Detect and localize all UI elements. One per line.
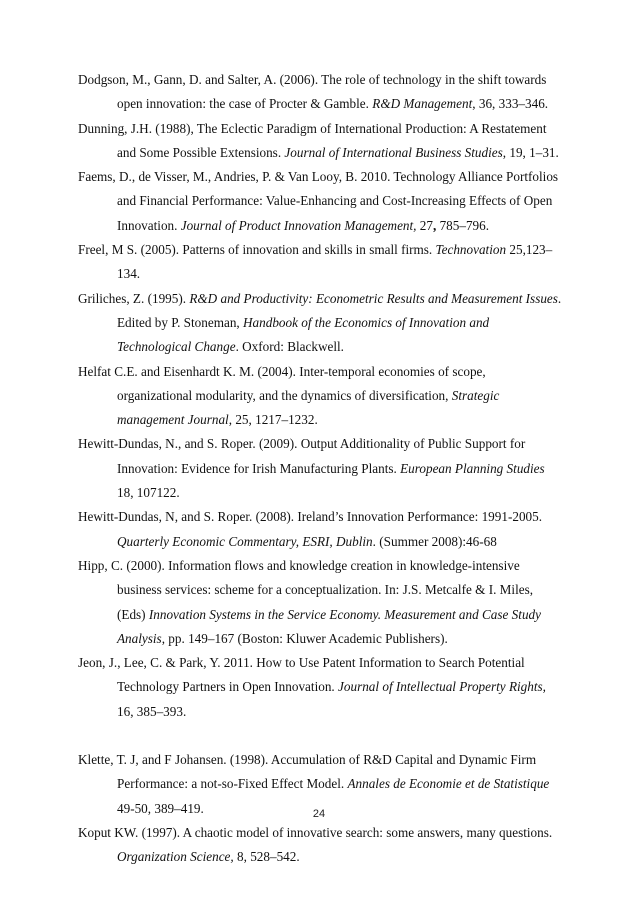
reference-italic-text: Handbook of the Economics of Innovation and Technological Change	[117, 314, 490, 355]
reference-text: 27	[416, 217, 433, 233]
reference-italic-text: Annales de Economie et de Statistique	[347, 776, 550, 792]
reference-text: , pp. 149–167 (Boston: Kluwer Academic Publishers).	[161, 630, 448, 646]
reference-text: Faems, D., de Visser, M., Andries, P. & Van Looy, B. 2010. Technology Alliance Portfolios and Financial Performance: Value-Enhancing and Cost-Increasing Effects of Open Innovation.	[78, 169, 559, 233]
reference-italic-text: Journal of Product Innovation Management,	[180, 217, 417, 233]
reference-text: Freel, M S. (2005). Patterns of innovation and skills in small firms.	[78, 242, 436, 258]
reference-text: Koput KW. (1997). A chaotic model of innovative search: some answers, many questions.	[78, 824, 553, 840]
reference-text: , 25, 1217–1232.	[228, 412, 318, 428]
reference-italic-text: Journal of International Business Studies	[284, 144, 503, 160]
reference-text: Dodgson, M., Gann, D. and Salter, A. (2006). The role of technology in the shift towards open innovation: the case of Procter & Gamble.	[78, 72, 547, 112]
reference-text: 49-50, 389–419.	[117, 800, 204, 816]
reference-entry	[78, 432, 564, 505]
reference-text: Jeon, J., Lee, C. & Park, Y. 2011. How to Use Patent Information to Search Potential Technology Partners in Open Innovation.	[78, 655, 525, 695]
reference-text: Hewitt-Dundas, N, and S. Roper. (2008). Ireland’s Innovation Performance: 1991-2005.	[78, 509, 543, 525]
reference-text: Dunning, J.H. (1988), The Eclectic Paradigm of International Production: A Restatement and Some Possible Extensions.	[78, 120, 547, 160]
reference-text: 785–796.	[436, 217, 490, 233]
reference-italic-text: Quarterly Economic Commentary, ESRI, Dublin	[117, 533, 373, 549]
reference-text: 8, 528–542.	[233, 849, 300, 865]
reference-text: Hewitt-Dundas, N., and S. Roper. (2009). Output Additionality of Public Support for Innovation: Evidence for Irish Manufacturing Plants.	[78, 436, 526, 476]
reference-italic-text: Strategic management Journal	[117, 387, 500, 428]
reference-italic-text: Journal of Intellectual Property Rights,	[338, 679, 546, 695]
reference-list	[78, 68, 564, 870]
reference-entry	[78, 68, 564, 117]
reference-entry	[78, 821, 564, 870]
reference-text: . Edited by P. Stoneman,	[117, 290, 562, 330]
reference-text: 25,123–134.	[117, 242, 553, 282]
reference-text: , 19, 1–31.	[502, 144, 559, 160]
reference-text: Klette, T. J, and F Johansen. (1998). Accumulation of R&D Capital and Dynamic Firm Performance: a not-so-Fixed Effect Model.	[78, 752, 537, 792]
reference-entry	[78, 360, 564, 433]
reference-entry	[78, 117, 564, 166]
reference-italic-text: Organization Science,	[117, 849, 234, 865]
reference-text: , 36, 333–346.	[472, 96, 549, 112]
reference-italic-text: R&D and Productivity: Econometric Results and Measurement Issues	[189, 290, 558, 306]
reference-entry	[78, 554, 564, 651]
reference-text: Griliches, Z. (1995).	[78, 290, 190, 306]
reference-italic-text: Technovation	[435, 242, 507, 258]
reference-text: ,	[432, 217, 437, 233]
reference-entry	[78, 238, 564, 287]
reference-text: 16, 385–393.	[117, 703, 187, 719]
reference-text: . Oxford: Blackwell.	[235, 339, 344, 355]
reference-italic-text: Innovation Systems in the Service Economy. Measurement and Case Study Analysis	[117, 606, 541, 646]
reference-entry	[78, 165, 564, 238]
reference-text: . (Summer 2008):46-68	[372, 533, 497, 549]
reference-text: Helfat C.E. and Eisenhardt K. M. (2004). Inter-temporal economies of scope, organizational modularity, and the dynamics of diversification,	[78, 363, 486, 403]
reference-text: 18, 107122.	[117, 485, 180, 501]
reference-entry	[78, 287, 564, 360]
reference-text: Hipp, C. (2000). Information flows and knowledge creation in knowledge-intensive business services: scheme for a conceptualization. In: J.S. Metcalfe & I. Miles, (Eds)	[78, 557, 534, 622]
reference-entry	[78, 505, 564, 554]
reference-italic-text: R&D Management	[372, 96, 473, 112]
page-number: 24	[312, 808, 326, 820]
reference-entry	[78, 651, 564, 724]
reference-italic-text: European Planning Studies	[400, 460, 545, 476]
